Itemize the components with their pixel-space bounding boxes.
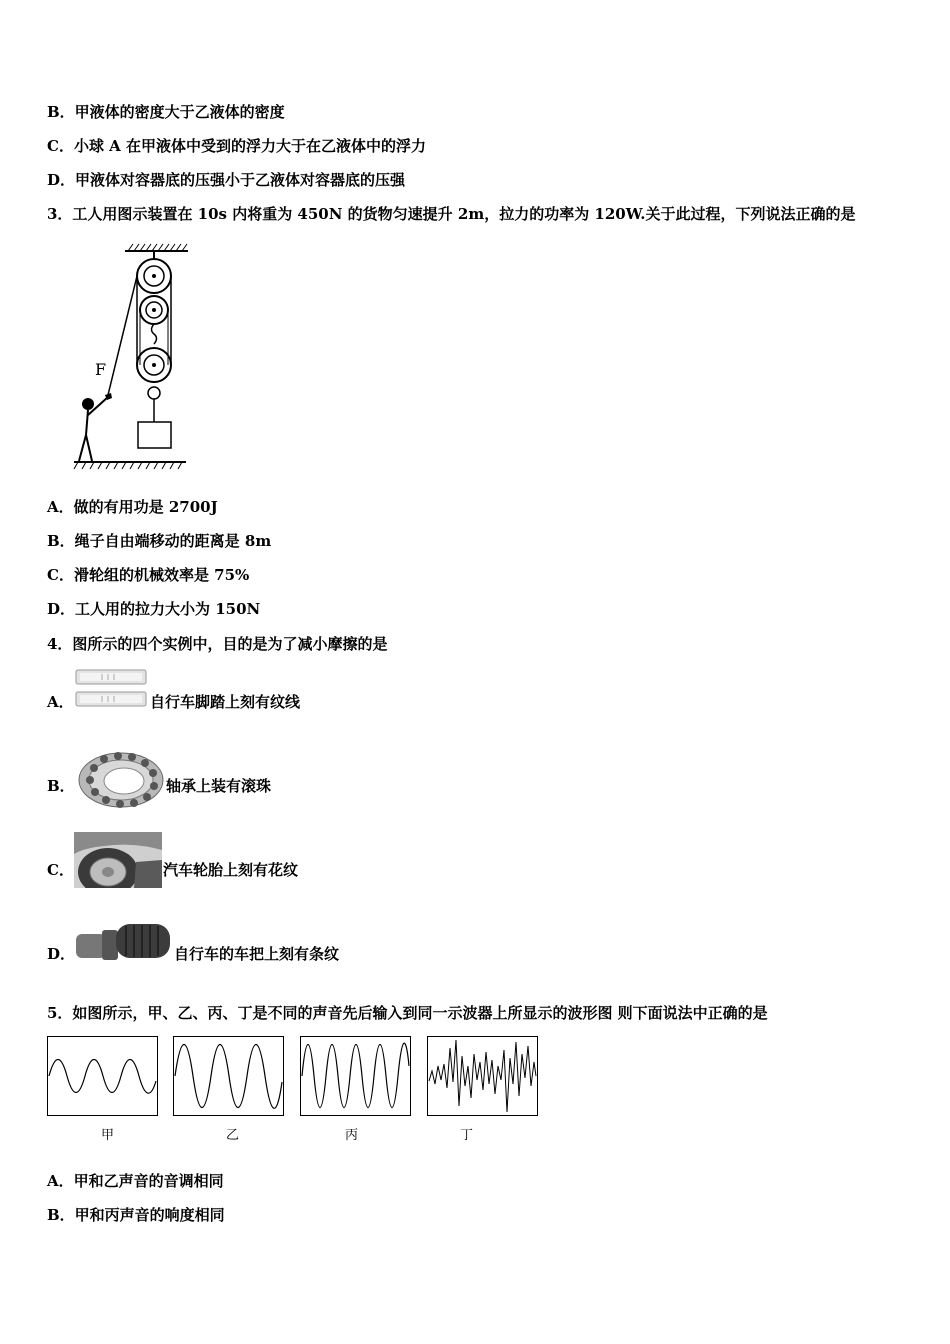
q5-option-b: B．甲和丙声音的响度相同 [47, 1206, 225, 1224]
q4-option-c-letter: C． [47, 861, 74, 879]
q4-option-d-text: 自行车的车把上刻有条纹 [174, 945, 340, 963]
q4-option-a-text: 自行车脚踏上刻有纹线 [150, 693, 301, 711]
q2-option-c: C．小球 A 在甲液体中受到的浮力大于在乙液体中的浮力 [47, 137, 427, 155]
q4-option-c-text: 汽车轮胎上刻有花纹 [163, 861, 299, 879]
q3-option-c: C．滑轮组的机械效率是 75% [47, 566, 250, 584]
wave-label-bing: 丙 [345, 1128, 359, 1143]
q4-option-b-letter: B． [47, 777, 75, 795]
waveform-ding [427, 1036, 538, 1116]
wave-label-ding: 丁 [460, 1128, 474, 1143]
wave-label-yi: 乙 [226, 1128, 240, 1143]
pedal-image [74, 666, 148, 712]
pulley-diagram [70, 243, 195, 471]
q3-option-d: D．工人用的拉力大小为 150N [47, 600, 261, 618]
bearing-image [76, 750, 166, 810]
q2-option-d: D．甲液体对容器底的压强小于乙液体对容器底的压强 [47, 171, 406, 189]
waveform-jia [47, 1036, 158, 1116]
q3-option-b: B．绳子自由端移动的距离是 8m [47, 532, 272, 550]
wave-label-jia: 甲 [101, 1128, 115, 1143]
q4-option-a-letter: A． [47, 693, 74, 711]
q5-option-a: A．甲和乙声音的音调相同 [47, 1172, 224, 1190]
q4-stem: 4．图所示的四个实例中，目的是为了减小摩擦的是 [47, 635, 388, 653]
q3-option-a: A．做的有用功是 2700J [47, 498, 218, 516]
q4-option-d-letter: D． [47, 945, 76, 963]
handlebar-image [76, 918, 172, 964]
waveform-yi [173, 1036, 284, 1116]
waveform-bing [300, 1036, 411, 1116]
q4-option-b-text: 轴承上装有滚珠 [166, 777, 272, 795]
force-label: F [95, 360, 107, 379]
q3-stem: 3．工人用图示装置在 10s 内将重为 450N 的货物匀速提升 2m，拉力的功率为 120W.关于此过程，下列说法正确的是 [47, 205, 856, 223]
tire-image [74, 832, 162, 888]
q5-stem: 5．如图所示，甲、乙、丙、丁是不同的声音先后输入到同一示波器上所显示的波形图 则下面说法中正确的是 [47, 1004, 768, 1022]
q2-option-b: B．甲液体的密度大于乙液体的密度 [47, 103, 285, 121]
